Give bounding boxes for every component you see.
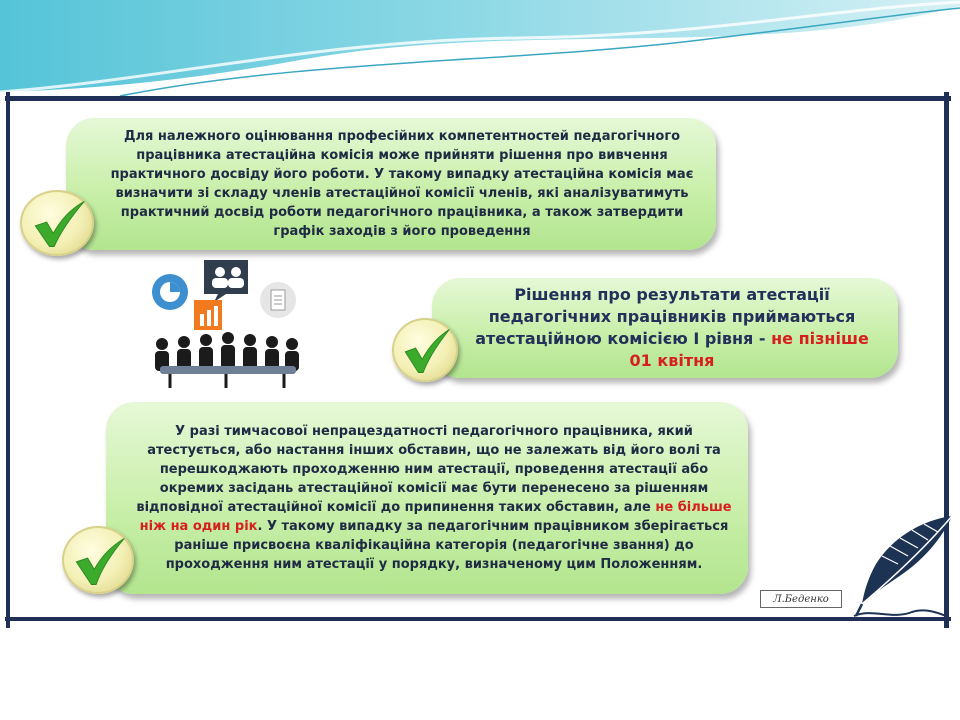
- info-card-3-text: [136, 422, 732, 574]
- info-card-2-text-part: Рішення про результати атестації педагогічних працівників приймаються атестаційною комісією І рівня -: [475, 285, 856, 348]
- deadline-highlight: не пізніше 01 квітня: [629, 329, 869, 370]
- checkmark-icon: [392, 318, 458, 382]
- info-card-1-text: [106, 127, 698, 241]
- frame-left-border: [6, 92, 10, 628]
- info-card-2: [432, 278, 898, 378]
- author-signature: Л.Беденко: [760, 590, 842, 608]
- info-card-1-text-part: Для належного оцінювання професійних компетентностей педагогічного працівника атестаційна комісія може прийняти рішення про вивчення практичного досвіду його роботи. У такому випадку атестаційна комісія має визначити зі складу членів атестаційної комісії членів, які аналізуватимуть практичний досвід роботи педагогічного працівника, а також затвердити графік заходів з його проведення: [110, 129, 694, 239]
- checkmark-icon: [62, 526, 134, 594]
- info-card-3: [106, 402, 748, 594]
- frame-top-border: [5, 96, 951, 101]
- postponement-highlight: не більше ніж на один рік: [139, 500, 732, 534]
- info-card-2-text: [462, 284, 882, 372]
- frame-bottom-border: [5, 617, 951, 621]
- feather-quill-icon: [852, 512, 956, 620]
- checkmark-icon: [20, 190, 94, 256]
- info-card-3-text-part: . У такому випадку за педагогічним працівником зберігається раніше присвоєна кваліфікаційна категорія (педагогічне звання) до проходження ним атестації у порядку, визначеному цим Положенням.: [165, 519, 729, 572]
- info-card-3-text-part: У разі тимчасової непрацездатності педагогічного працівника, який атестується, або настання інших обставин, що не залежать від його волі та перешкоджають проходженню ним атестації, проведення атестації або окремих засідань атестаційної комісії має бути перенесено за рішенням відповідної атестаційної комісії до припинення таких обставин, але: [136, 424, 721, 515]
- meeting-illustration-icon: [150, 258, 302, 390]
- info-card-1: [66, 118, 716, 250]
- header-wave-decoration: [0, 0, 960, 100]
